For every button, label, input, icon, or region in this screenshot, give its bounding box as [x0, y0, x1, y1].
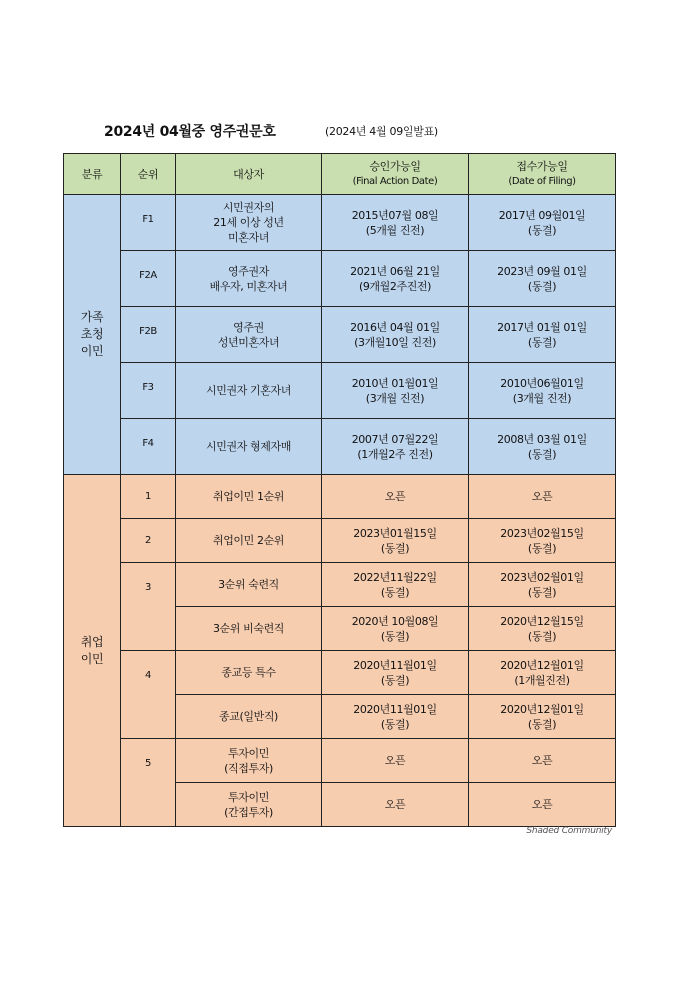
table-row	[64, 363, 616, 419]
filing-cell: 2023년02월01일 (동결)	[469, 563, 616, 607]
final-action-cell: 오픈	[322, 475, 469, 519]
rank-cell: F3	[121, 363, 176, 419]
table-row	[64, 307, 616, 363]
rank-cell: F1	[121, 195, 176, 251]
table-row	[64, 563, 616, 607]
final-action-cell: 2010년 01월01일 (3개월 진전)	[322, 363, 469, 419]
final-action-cell: 2021년 06월 21일 (9개월2주진전)	[322, 251, 469, 307]
header-final-action-ko: 승인가능일	[369, 160, 421, 173]
filing-cell: 오픈	[469, 739, 616, 783]
header-target: 대상자	[176, 154, 322, 195]
final-action-cell: 2016년 04월 01일 (3개월10일 진전)	[322, 307, 469, 363]
header-filing	[469, 154, 616, 195]
rank-cell: 2	[121, 519, 176, 563]
final-action-cell: 2020년11월01일 (동결)	[322, 651, 469, 695]
rank-cell: 3	[121, 563, 176, 651]
rank-cell: 4	[121, 651, 176, 739]
final-action-cell: 2015년07월 08일 (5개월 진전)	[322, 195, 469, 251]
target-cell: 투자이민 (직접투자)	[176, 739, 322, 783]
table-row	[64, 651, 616, 695]
filing-cell: 2010년06월01일 (3개월 진전)	[469, 363, 616, 419]
filing-cell: 2020년12월01일 (1개월진전)	[469, 651, 616, 695]
target-cell: 영주권자 배우자, 미혼자녀	[176, 251, 322, 307]
header-filing-ko: 접수가능일	[516, 160, 568, 173]
target-cell: 영주권 성년미혼자녀	[176, 307, 322, 363]
visa-bulletin-table	[63, 153, 616, 827]
footer-credit: Shaded Community	[526, 826, 612, 836]
header-filing-en: (Date of Filing)	[508, 176, 576, 187]
target-cell: 3순위 숙련직	[176, 563, 322, 607]
filing-cell: 2008년 03월 01일 (동결)	[469, 419, 616, 475]
final-action-cell: 2007년 07월22일 (1개월2주 진전)	[322, 419, 469, 475]
family-category-cell: 가족 초청 이민	[64, 195, 121, 475]
table-row	[64, 195, 616, 251]
target-cell: 투자이민 (간접투자)	[176, 783, 322, 827]
final-action-cell: 오픈	[322, 783, 469, 827]
filing-cell: 2017년 09월01일 (동결)	[469, 195, 616, 251]
rank-cell: F2B	[121, 307, 176, 363]
header-final-action	[322, 154, 469, 195]
target-cell: 3순위 비숙련직	[176, 607, 322, 651]
target-cell: 시민권자 기혼자녀	[176, 363, 322, 419]
final-action-cell: 오픈	[322, 739, 469, 783]
employment-category-cell: 취업 이민	[64, 475, 121, 827]
rank-cell: F2A	[121, 251, 176, 307]
table-row	[64, 739, 616, 783]
table-row	[64, 475, 616, 519]
header-rank: 순위	[121, 154, 176, 195]
filing-cell: 2017년 01월 01일 (동결)	[469, 307, 616, 363]
target-cell: 시민권자의 21세 이상 성년 미혼자녀	[176, 195, 322, 251]
table-row	[64, 519, 616, 563]
header-category: 분류	[64, 154, 121, 195]
header-row	[64, 154, 616, 195]
final-action-cell: 2022년11월22일 (동결)	[322, 563, 469, 607]
table-row	[64, 251, 616, 307]
filing-cell: 2020년12월15일 (동결)	[469, 607, 616, 651]
table-row	[64, 419, 616, 475]
target-cell: 취업이민 2순위	[176, 519, 322, 563]
final-action-cell: 2023년01월15일 (동결)	[322, 519, 469, 563]
rank-cell: F4	[121, 419, 176, 475]
title-text: 2024년 04월중 영주권문호	[104, 124, 276, 140]
filing-cell: 2023년 09월 01일 (동결)	[469, 251, 616, 307]
document-title	[104, 121, 276, 141]
rank-cell: 1	[121, 475, 176, 519]
final-action-cell: 2020년 10월08일 (동결)	[322, 607, 469, 651]
target-cell: 종교등 특수	[176, 651, 322, 695]
rank-cell: 5	[121, 739, 176, 827]
header-final-action-en: (Final Action Date)	[352, 176, 438, 187]
filing-cell: 2020년12월01일 (동결)	[469, 695, 616, 739]
filing-cell: 2023년02월15일 (동결)	[469, 519, 616, 563]
target-cell: 종교(일반직)	[176, 695, 322, 739]
announcement-date: (2024년 4월 09일발표)	[325, 125, 438, 138]
target-cell: 시민권자 형제자매	[176, 419, 322, 475]
target-cell: 취업이민 1순위	[176, 475, 322, 519]
filing-cell: 오픈	[469, 475, 616, 519]
filing-cell: 오픈	[469, 783, 616, 827]
final-action-cell: 2020년11월01일 (동결)	[322, 695, 469, 739]
